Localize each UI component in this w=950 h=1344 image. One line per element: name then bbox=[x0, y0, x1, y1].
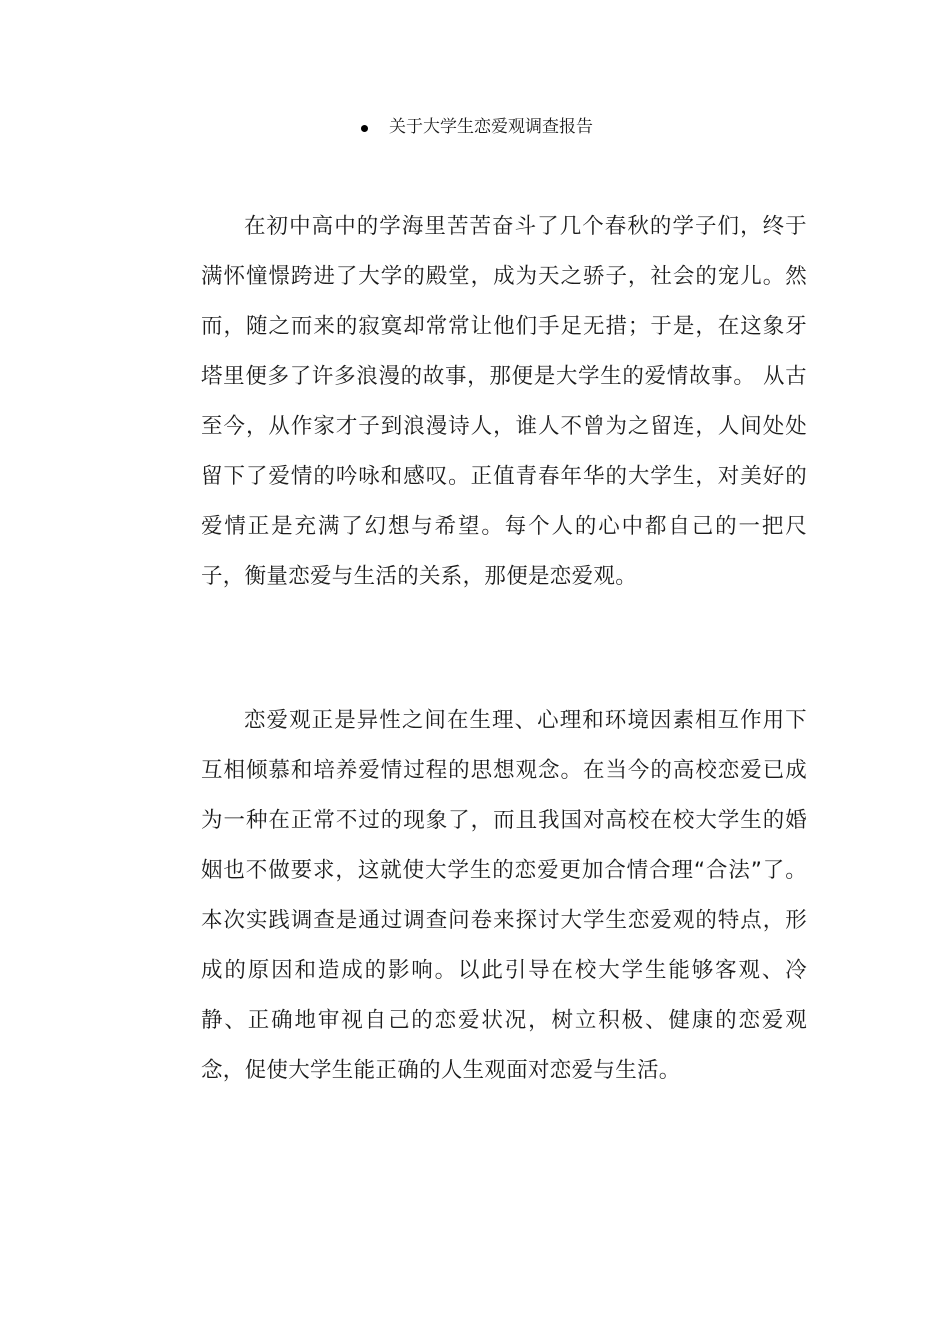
title-row bbox=[0, 114, 950, 140]
paragraph-intro: 在初中高中的学海里苦苦奋斗了几个春秋的学子们，终于满怀憧憬跨进了大学的殿堂，成为天之骄子，社会的宠儿。然而，随之而来的寂寞却常常让他们手足无措；于是，在这象牙塔里便多了许多浪漫的故事，那便是大学生的爱情故事。 从古至今，从作家才子到浪漫诗人，谁人不曾为之留连，人间处处留下了爱情的吟咏和感叹。正值青春年华的大学生，对美好的爱情正是充满了幻想与希望。每个人的心中都自己的一把尺子，衡量恋爱与生活的关系，那便是恋爱观。 bbox=[201, 214, 807, 589]
bullet-icon bbox=[361, 125, 368, 132]
document-title: 关于大学生恋爱观调查报告 bbox=[389, 117, 593, 137]
paragraph-definition: 恋爱观正是异性之间在生理、心理和环境因素相互作用下互相倾慕和培养爱情过程的思想观念。在当今的高校恋爱已成为一种在正常不过的现象了，而且我国对高校在校大学生的婚姻也不做要求，这就使大学生的恋爱更加合情合理“合法”了。本次实践调查是通过调查问卷来探讨大学生恋爱观的特点，形成的原因和造成的影响。以此引导在校大学生能够客观、冷静、正确地审视自己的恋爱状况，树立积极、健康的恋爱观念，促使大学生能正确的人生观面对恋爱与生活。 bbox=[201, 708, 807, 1083]
